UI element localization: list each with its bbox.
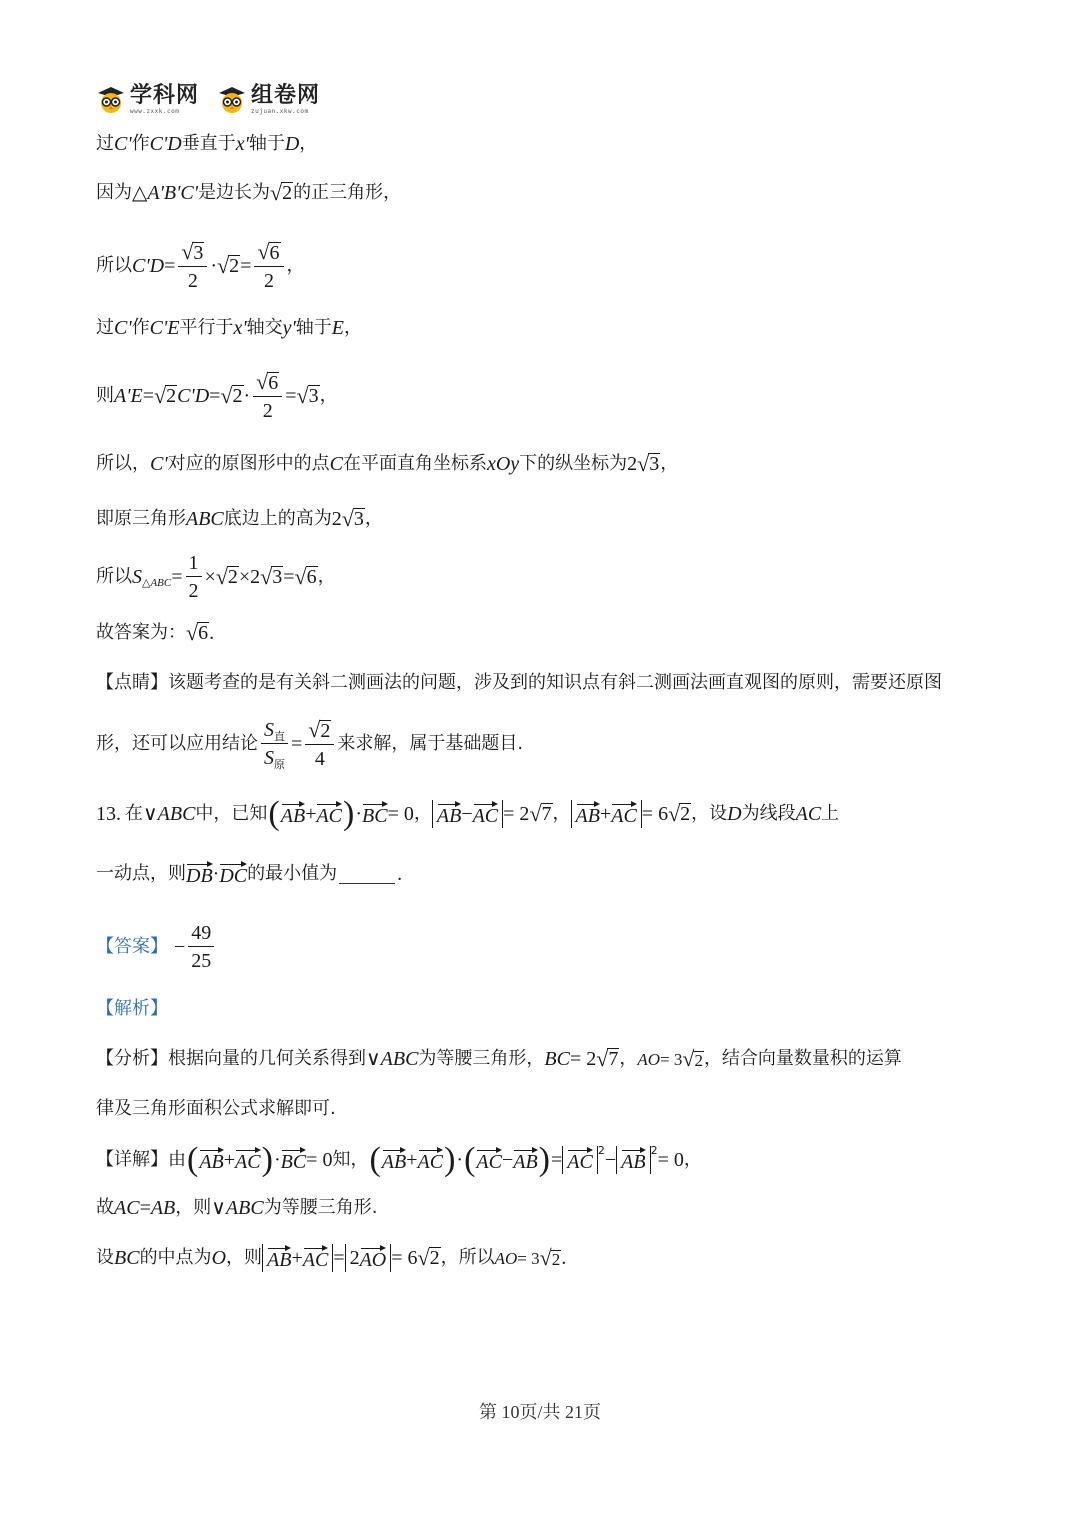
math: .	[561, 1247, 567, 1269]
text: 为等腰三角形，	[418, 1048, 545, 1069]
text: 对应的原图形中的点	[167, 453, 330, 474]
text-line: 【详解】由 ( AB + AC ) · BC = 0 知， ( AB + AC ) · ( AC − AB ) = AC 2 − AB 2 = 0 ，	[96, 1141, 702, 1179]
logo-name: 学科网	[130, 83, 200, 108]
text: 轴于	[248, 133, 285, 154]
math: A'E	[114, 385, 143, 408]
math: .	[397, 863, 403, 885]
text: 为等腰三角形.	[263, 1197, 378, 1218]
math: C'E	[149, 317, 180, 339]
math: = 2	[503, 803, 530, 825]
text-line	[96, 718, 523, 770]
abs-value: AB + AC	[571, 800, 642, 828]
fraction: $\frac{1}{2}$	[186, 552, 202, 602]
text: 即原三角形	[96, 508, 186, 529]
math: AC	[114, 1197, 140, 1219]
text: ，所以	[440, 1247, 495, 1268]
text: ，	[319, 385, 338, 407]
text-line	[96, 240, 305, 292]
text: 设	[96, 1247, 114, 1268]
math: O	[211, 1247, 227, 1269]
text: 轴于	[295, 317, 332, 338]
math: ×	[204, 566, 216, 588]
text-line	[96, 1048, 902, 1070]
math: =	[551, 1149, 563, 1171]
text: ，	[683, 1149, 702, 1170]
vector: AB	[513, 1148, 537, 1172]
math: = 3	[517, 1248, 540, 1268]
fraction: √ 2 4	[305, 718, 334, 770]
vector: AC	[235, 1148, 261, 1172]
text: 垂直于	[181, 133, 236, 154]
math: C'D	[149, 133, 182, 155]
sqrt: √ 2	[220, 383, 243, 409]
math: BC	[114, 1247, 140, 1269]
logo-zxxk[interactable]	[96, 85, 199, 115]
logo-zujuan[interactable]	[217, 85, 320, 115]
logo-url: zujuan.xkw.com	[251, 108, 309, 115]
text-line	[96, 622, 214, 644]
math: .	[209, 622, 215, 644]
math: ·	[456, 1149, 464, 1171]
logo-url: www.zxxk.com	[130, 108, 180, 115]
math: +	[406, 1149, 418, 1171]
text-line	[96, 552, 336, 602]
text: 在平面直角坐标系	[342, 453, 487, 474]
sqrt: √ 3	[296, 383, 319, 409]
text-line	[96, 674, 942, 692]
superscript: 2	[650, 1143, 658, 1157]
text-line	[96, 453, 678, 475]
text: 所以	[96, 566, 132, 587]
owl-icon	[96, 85, 126, 115]
text: 平行于	[179, 317, 234, 338]
math: = 0	[306, 1149, 333, 1171]
math: xOy	[486, 453, 520, 475]
text: ，	[413, 803, 432, 824]
text: 底边上的高为	[223, 508, 332, 529]
text-line	[96, 318, 362, 338]
text-line	[96, 862, 402, 886]
math: y'	[282, 317, 296, 339]
header-logos	[96, 80, 320, 120]
text: 故答案为：	[96, 622, 186, 643]
math: C'	[150, 453, 168, 475]
math: x'	[235, 133, 249, 155]
text: 来求解，属于基础题目.	[337, 733, 524, 755]
fraction: √ 6 2	[253, 370, 282, 422]
abs-value: 2 AO	[345, 1244, 392, 1272]
text: ，	[619, 1048, 638, 1069]
owl-icon	[217, 85, 247, 115]
analysis-label-line	[96, 1000, 168, 1018]
abs-value: AB + AC	[262, 1244, 333, 1272]
math: =	[171, 566, 183, 588]
sqrt: √ 6	[294, 564, 317, 589]
vector: BC	[362, 802, 388, 826]
math: BC	[544, 1048, 570, 1070]
text: 一动点，则	[96, 863, 186, 884]
sqrt: √ 7	[596, 1046, 619, 1071]
sqrt: √ 3	[637, 451, 660, 476]
math: C'	[114, 317, 132, 339]
math: ·	[355, 803, 363, 825]
abs-value: AB	[616, 1146, 650, 1174]
math: C'D	[132, 255, 165, 278]
math: =	[283, 566, 295, 588]
math: 2	[627, 453, 638, 475]
math: +	[305, 803, 317, 825]
sqrt: √ 3	[260, 564, 283, 589]
math: AB	[150, 1197, 176, 1219]
math: = 0	[387, 803, 414, 825]
text-line	[96, 1100, 336, 1118]
math: 2	[250, 566, 261, 588]
math: ·	[243, 385, 251, 408]
math: =	[139, 1197, 151, 1219]
question-13: 13. 在 ∨ABC 中，已知 ( AB + AC ) · BC = 0 ， AB − AC = 2 √ 7 ， AB + AC = 6 √ 2 ，设 D 为线段 AC 上	[96, 795, 840, 833]
vector: BC	[281, 1148, 307, 1172]
answer-blank	[339, 865, 395, 884]
sqrt: √ 2	[539, 1245, 561, 1270]
math: = 6	[391, 1247, 418, 1269]
sqrt: √ 7	[529, 801, 552, 826]
vector: AC	[418, 1148, 444, 1172]
text-line	[96, 134, 317, 154]
text-line	[96, 182, 401, 204]
text: ，	[299, 133, 318, 154]
text: 中，已知	[195, 803, 268, 824]
text: ，	[344, 317, 362, 338]
vector: AB	[281, 802, 305, 826]
text: ，设	[691, 803, 728, 824]
math: ·	[210, 255, 218, 278]
text: 【详解】由	[96, 1149, 186, 1170]
text-line	[96, 370, 338, 422]
text: 的最小值为	[247, 863, 338, 884]
sqrt: √ 2	[682, 1046, 703, 1071]
math: = 6	[641, 803, 669, 825]
math: =	[209, 385, 221, 408]
text-line	[96, 1198, 377, 1218]
math: = 2	[569, 1048, 597, 1070]
subscript: △ABC	[142, 576, 172, 589]
text: 上	[821, 803, 840, 824]
math: E	[331, 317, 344, 339]
answer-label: 【答案】	[96, 936, 168, 957]
fraction: $\frac{S_直}{S_原}$	[261, 719, 288, 769]
math: =	[240, 255, 252, 278]
text: 过	[96, 317, 114, 338]
math: = 0	[657, 1149, 684, 1171]
vector: DB	[186, 862, 213, 886]
math: −	[501, 1149, 514, 1171]
text: 形，还可以应用结论	[96, 733, 258, 755]
vector: AC	[476, 1148, 502, 1172]
math: = 3	[660, 1049, 683, 1069]
text: ，	[317, 566, 336, 587]
abs-value: AB − AC	[432, 800, 503, 828]
analysis-label: 【解析】	[96, 998, 168, 1019]
math: =	[285, 385, 297, 408]
sqrt: √ 2	[270, 180, 293, 205]
math: ·	[273, 1149, 281, 1171]
math: ·	[212, 863, 220, 885]
sqrt: √ 2	[154, 383, 177, 409]
math: =	[291, 733, 303, 756]
math: S	[132, 566, 142, 588]
math: +	[223, 1149, 236, 1171]
math: C'	[114, 133, 132, 155]
text: 所以，	[96, 453, 150, 474]
logo-name: 组卷网	[251, 83, 321, 108]
math: ABC	[186, 508, 224, 530]
fraction: $\frac{49}{25}$	[188, 922, 214, 972]
text: ，则	[175, 1197, 212, 1218]
math: AC	[795, 803, 822, 825]
math: =	[333, 1247, 345, 1269]
math: C'D	[177, 385, 210, 408]
math: −	[604, 1149, 617, 1171]
vector: AB	[199, 1148, 223, 1172]
text-line	[96, 508, 383, 530]
fraction: √ 3 2	[178, 240, 207, 292]
text: 则	[96, 385, 114, 407]
fraction: √ 6 2	[254, 240, 283, 292]
math: D	[727, 803, 742, 825]
text: 作	[131, 317, 150, 338]
text: ，	[552, 803, 571, 824]
text: 为线段	[741, 803, 796, 824]
sqrt: √ 2	[417, 1245, 440, 1270]
math: AO	[637, 1049, 661, 1069]
text: 律及三角形面积公式求解即可.	[96, 1098, 336, 1119]
sqrt: √ 2	[217, 253, 240, 279]
text: 因为	[96, 182, 132, 203]
sqrt: √ 2	[215, 564, 238, 589]
page-footer: 第 10页/共 21页	[478, 1402, 601, 1422]
math: ×	[238, 566, 251, 588]
text: ，结合向量数量积的运算	[703, 1048, 902, 1069]
sqrt: √ 3	[341, 506, 364, 531]
text: 的正三角形，	[293, 182, 402, 203]
text: ，	[364, 508, 383, 529]
text: 过	[96, 133, 114, 154]
math: =	[142, 385, 154, 408]
text-line	[96, 1244, 566, 1272]
text: 作	[131, 133, 150, 154]
math: C	[329, 453, 343, 475]
text: 在	[125, 803, 143, 824]
math: ∨ABC	[366, 1048, 419, 1070]
text: 的中点为	[139, 1247, 212, 1268]
text: ，则	[226, 1247, 263, 1268]
text: ，	[660, 453, 679, 474]
math: −	[174, 936, 186, 958]
math: x'	[233, 317, 247, 339]
vector: DC	[219, 862, 247, 886]
answer-line	[96, 922, 217, 972]
text: 【点睛】该题考查的是有关斜二测画法的问题，涉及到的知识点有斜二测画法画直观图的原则，需要还原图	[96, 672, 942, 693]
text: 下的纵坐标为	[519, 453, 628, 474]
text: 所以	[96, 255, 132, 277]
text: 知，	[332, 1149, 369, 1170]
sqrt: √ 2	[668, 801, 691, 826]
math: =	[164, 255, 176, 278]
superscript: 2	[597, 1143, 605, 1157]
text: 是边长为	[198, 182, 270, 203]
text: 轴交	[246, 317, 283, 338]
question-number: 13.	[96, 803, 121, 825]
math: AO	[494, 1248, 518, 1268]
math: △A'B'C'	[132, 182, 198, 204]
math: 2	[331, 508, 342, 530]
vector: AC	[316, 802, 342, 826]
math: ∨ABC	[143, 803, 196, 825]
math: D	[284, 133, 300, 155]
text: ，	[286, 255, 305, 277]
abs-value: AC	[562, 1146, 598, 1174]
math: ∨ABC	[211, 1197, 264, 1219]
sqrt: √ 6	[186, 620, 209, 645]
vector: AB	[382, 1148, 406, 1172]
text: 故	[96, 1197, 114, 1218]
text: 【分析】根据向量的几何关系得到	[96, 1048, 366, 1069]
